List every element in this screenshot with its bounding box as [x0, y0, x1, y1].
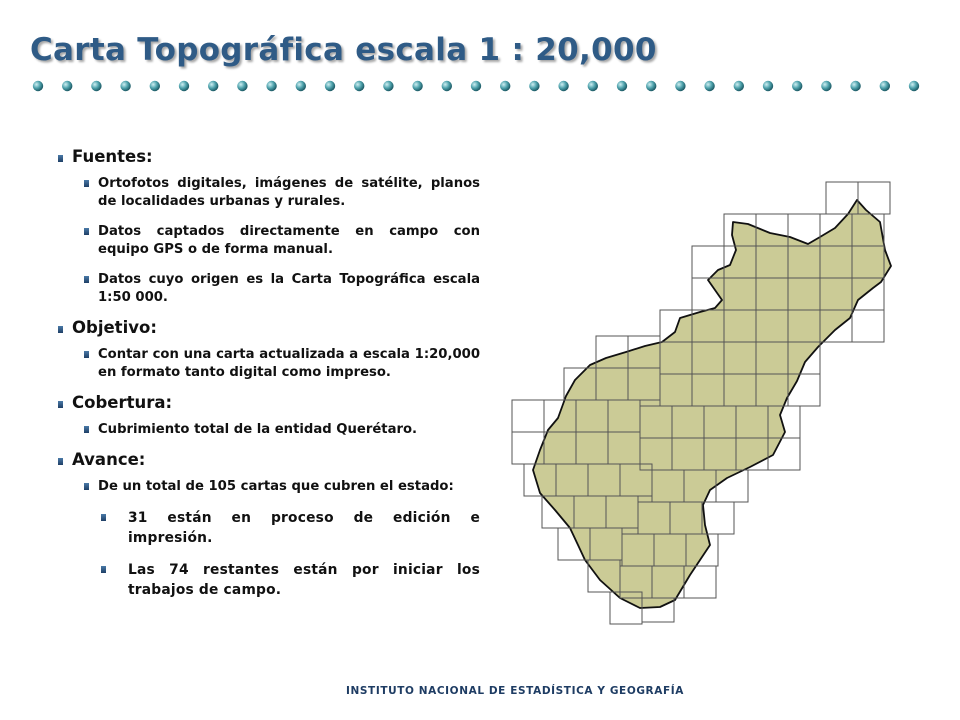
divider-dot — [880, 81, 890, 91]
divider-dot — [617, 81, 627, 91]
bullet-icon — [84, 228, 89, 235]
list-item: De un total de 105 cartas que cubren el estado: — [58, 478, 480, 496]
section-objetivo-heading: Objetivo: — [58, 319, 480, 337]
section-fuentes-heading: Fuentes: — [58, 148, 480, 166]
section-cobertura-heading: Cobertura: — [58, 394, 480, 412]
content-list — [58, 148, 480, 612]
dotted-divider — [30, 77, 935, 97]
bullet-icon — [101, 514, 106, 521]
divider-dot — [237, 81, 247, 91]
divider-dot — [471, 81, 481, 91]
divider-dot — [442, 81, 452, 91]
divider-dot — [850, 81, 860, 91]
bullet-icon — [84, 276, 89, 283]
divider-dot — [354, 81, 364, 91]
list-item: Datos cuyo origen es la Carta Topográfica escala 1:50 000. — [58, 271, 480, 307]
bullet-icon — [58, 401, 63, 408]
divider-dot — [412, 81, 422, 91]
divider-dot — [734, 81, 744, 91]
section-avance-heading: Avance: — [58, 451, 480, 469]
divider-dot — [792, 81, 802, 91]
bullet-icon — [58, 458, 63, 465]
bullet-icon — [84, 426, 89, 433]
divider-dot — [208, 81, 218, 91]
bullet-icon — [58, 326, 63, 333]
sub-list-item: 31 están en proceso de edición e impresión. — [58, 508, 480, 548]
divider-dot — [821, 81, 831, 91]
list-item: Datos captados directamente en campo con equipo GPS o de forma manual. — [58, 223, 480, 259]
divider-dot — [62, 81, 72, 91]
divider-dot — [266, 81, 276, 91]
divider-dot — [646, 81, 656, 91]
divider-dot — [33, 81, 43, 91]
queretaro-map — [505, 176, 925, 626]
state-outline — [533, 200, 891, 608]
divider-dot — [179, 81, 189, 91]
list-item: Cubrimiento total de la entidad Querétaro. — [58, 421, 480, 439]
bullet-icon — [84, 483, 89, 490]
divider-dot — [588, 81, 598, 91]
list-item: Contar con una carta actualizada a escala 1:20,000 en formato tanto digital como impreso. — [58, 346, 480, 382]
divider-dot — [91, 81, 101, 91]
bullet-icon — [84, 180, 89, 187]
sub-list-item: Las 74 restantes están por iniciar los trabajos de campo. — [58, 560, 480, 600]
divider-dot — [529, 81, 539, 91]
divider-dot — [500, 81, 510, 91]
divider-dot — [909, 81, 919, 91]
bullet-icon — [101, 566, 106, 573]
divider-dot — [383, 81, 393, 91]
divider-dot — [296, 81, 306, 91]
bullet-icon — [58, 155, 63, 162]
divider-dot — [763, 81, 773, 91]
divider-dot — [675, 81, 685, 91]
slide-title: Carta Topográfica escala 1 : 20,000 — [30, 32, 657, 68]
divider-dot — [120, 81, 130, 91]
divider-dot — [150, 81, 160, 91]
divider-dot — [558, 81, 568, 91]
footer-institution: INSTITUTO NACIONAL DE ESTADÍSTICA Y GEOGRAFÍA — [346, 685, 684, 697]
divider-dot — [325, 81, 335, 91]
divider-dot — [704, 81, 714, 91]
list-item: Ortofotos digitales, imágenes de satélite, planos de localidades urbanas y rurales. — [58, 175, 480, 211]
bullet-icon — [84, 351, 89, 358]
